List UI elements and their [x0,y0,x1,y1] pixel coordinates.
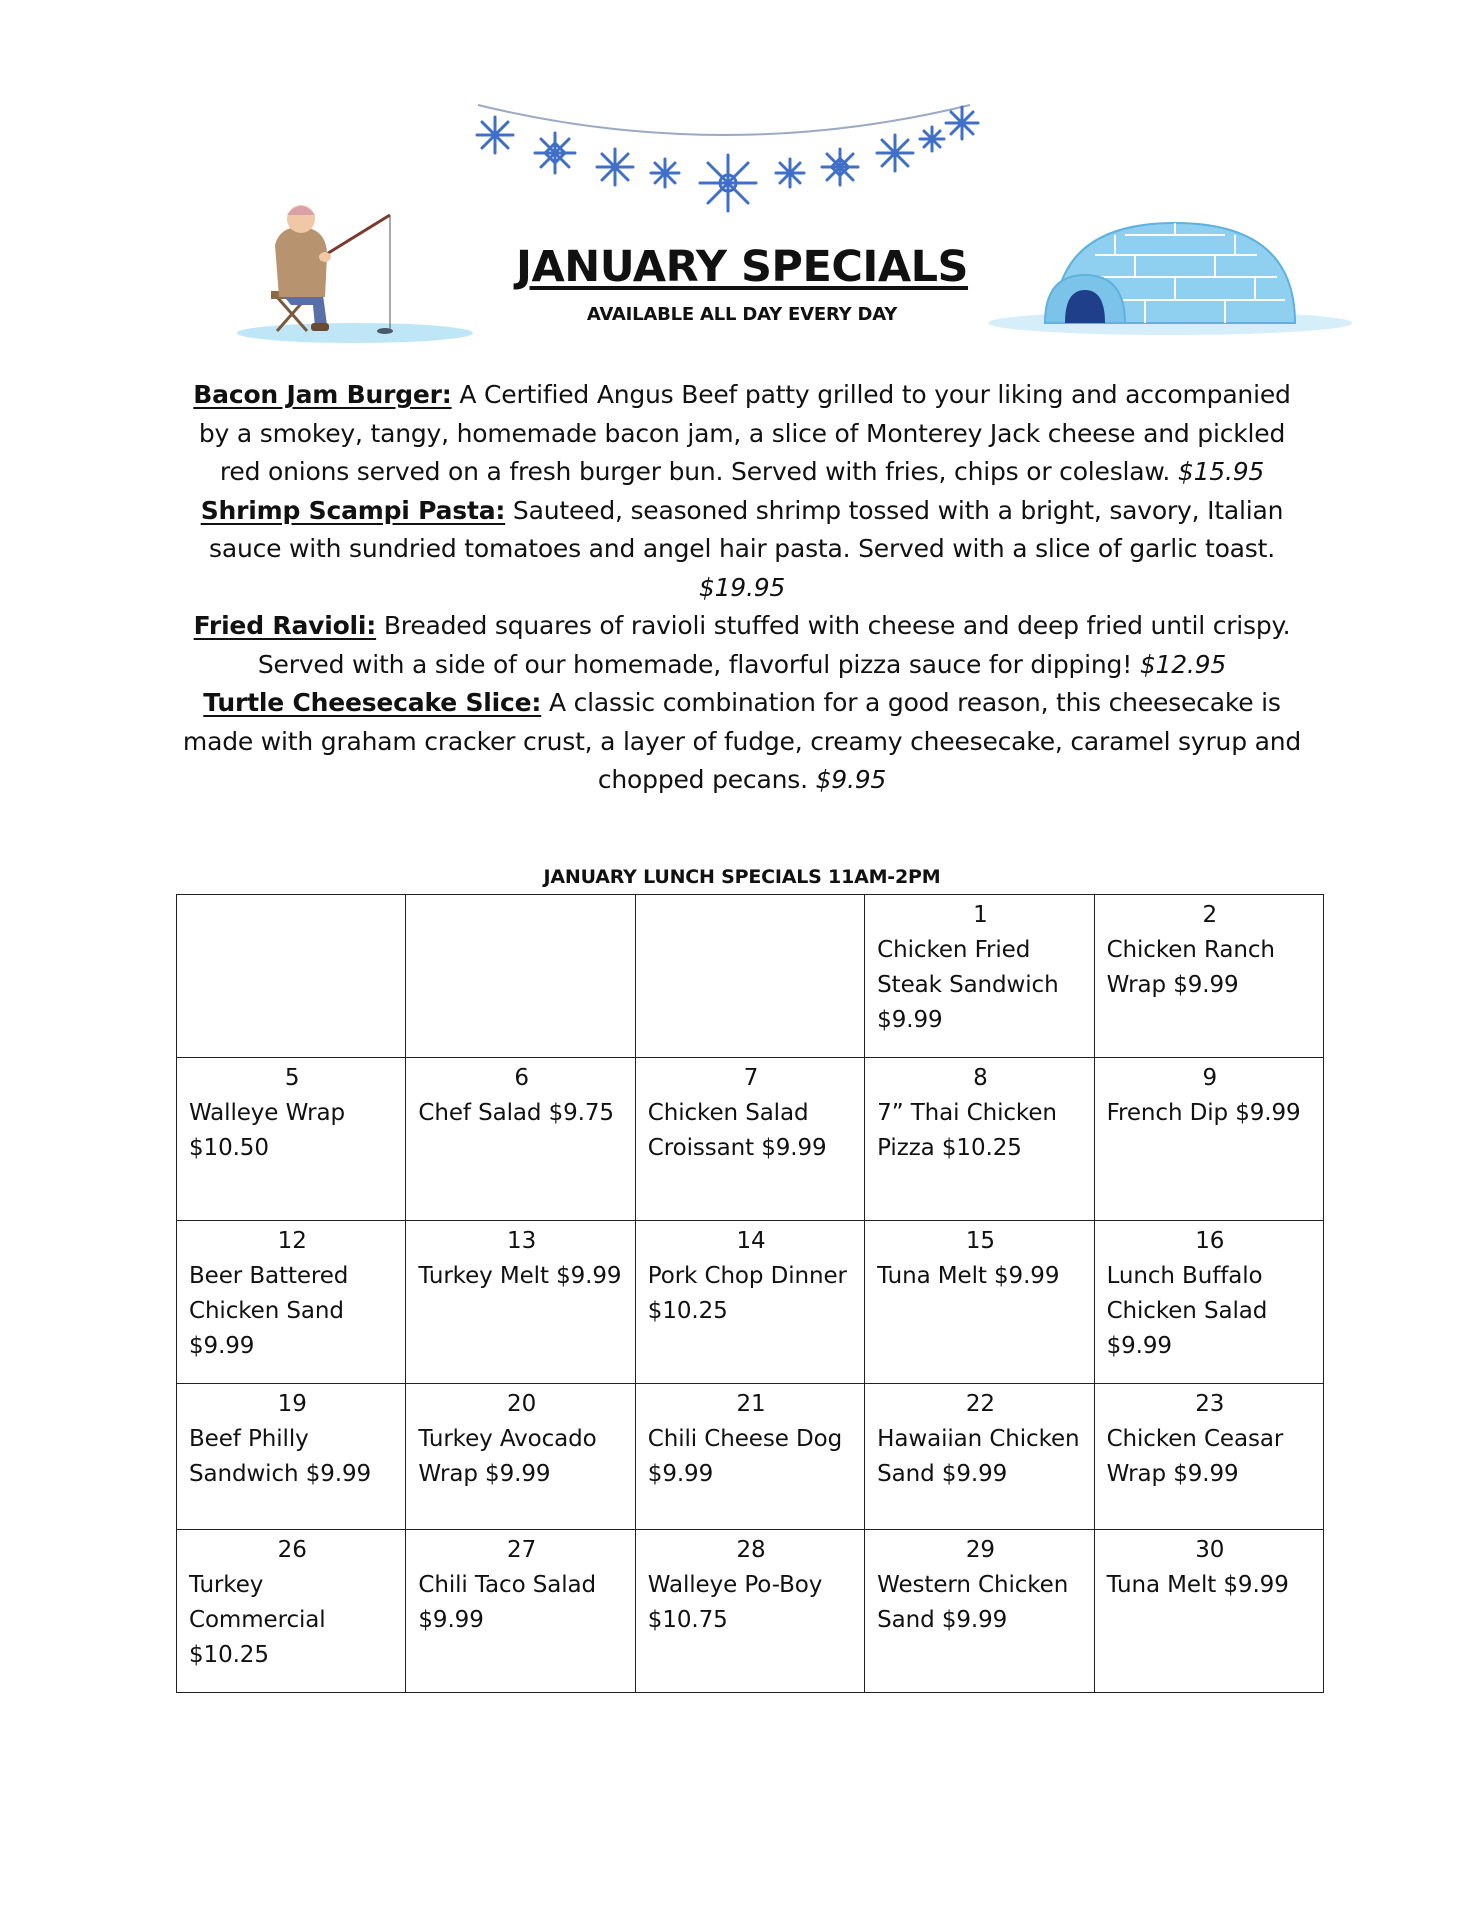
calendar-cell [865,1221,1094,1384]
snowflake-garland-icon [470,95,980,225]
special-item [175,607,1309,684]
calendar-item: Turkey Melt $9.99 [418,1263,622,1289]
calendar-item: Chicken Fried Steak Sandwich $9.99 [877,937,1059,1033]
calendar-day-number: 20 [507,1391,537,1417]
special-name: Turtle Cheesecake Slice: [203,688,542,717]
calendar-cell [635,1530,864,1693]
calendar-cell [635,1058,864,1221]
calendar-item: Beer Battered Chicken Sand $9.99 [189,1263,349,1359]
calendar-cell [406,1221,635,1384]
special-name: Bacon Jam Burger: [193,380,452,409]
calendar-item: Chef Salad $9.75 [418,1100,614,1126]
calendar-item: Hawaiian Chicken Sand $9.99 [877,1426,1080,1487]
calendar-day-number: 13 [507,1228,537,1254]
calendar-cell [177,895,406,1058]
calendar-item: Chicken Ranch Wrap $9.99 [1106,937,1275,998]
page-title: JANUARY SPECIALS [515,242,969,292]
special-price: $12.95 [1139,649,1227,679]
calendar-cell [635,1221,864,1384]
calendar-item: Chicken Ceasar Wrap $9.99 [1106,1426,1284,1487]
special-description: A Certified Angus Beef patty grilled to your liking and accompanied by a smokey, tangy, homemade bacon jam, a slice of Monterey Jack cheese and pickled red onions served on a fresh burger bun. Served with fries, chips or coleslaw. [198,380,1291,486]
calendar-week [177,1058,1324,1221]
calendar-cell [406,1384,635,1530]
calendar-day-number: 15 [965,1228,995,1254]
calendar-cell [406,1058,635,1221]
calendar-cell [635,895,864,1058]
calendar-day-number: 16 [1195,1228,1225,1254]
calendar-day-number: 22 [965,1391,995,1417]
calendar-week [177,1384,1324,1530]
special-item [175,492,1309,608]
calendar-item: Pork Chop Dinner $10.25 [647,1263,847,1324]
calendar-cell [865,1058,1094,1221]
calendar-cell [865,895,1094,1058]
calendar-cell [635,1384,864,1530]
calendar-item: Walleye Wrap $10.50 [189,1100,346,1161]
special-description: A classic combination for a good reason, this cheesecake is made with graham cracker crust, a layer of fudge, creamy cheesecake, caramel syrup and chopped pecans. [182,688,1302,794]
special-price: $9.95 [815,765,887,794]
calendar-cell [177,1221,406,1384]
calendar-item: 7” Thai Chicken Pizza $10.25 [877,1100,1057,1161]
page-subtitle: AVAILABLE ALL DAY EVERY DAY [586,304,898,325]
special-name: Fried Ravioli: [193,611,377,640]
calendar-cell [1094,1530,1323,1693]
calendar-day-number: 12 [277,1228,307,1254]
calendar-day-number: 1 [973,902,988,928]
calendar-cell [1094,1058,1323,1221]
calendar-cell [1094,895,1323,1058]
calendar-item: Turkey Avocado Wrap $9.99 [418,1426,597,1487]
calendar-cell [177,1058,406,1221]
calendar-day-number: 21 [736,1391,766,1417]
calendar-cell [1094,1384,1323,1530]
calendar-item: Lunch Buffalo Chicken Salad $9.99 [1106,1263,1268,1359]
calendar-day-number: 14 [736,1228,766,1254]
calendar-day-number: 8 [973,1065,988,1091]
calendar-cell [865,1384,1094,1530]
calendar-title: JANUARY LUNCH SPECIALS 11AM-2PM [543,866,941,888]
calendar-item: Turkey Commercial $10.25 [189,1572,326,1668]
calendar-item: Beef Philly Sandwich $9.99 [189,1426,372,1487]
calendar-day-number: 19 [277,1391,307,1417]
calendar-item: Walleye Po-Boy $10.75 [647,1572,823,1633]
special-item [175,376,1309,492]
calendar-day-number: 9 [1202,1065,1218,1091]
calendar-cell [177,1384,406,1530]
calendar-day-number: 7 [743,1065,759,1091]
calendar-week [177,1530,1324,1693]
special-description: Sauteed, seasoned shrimp tossed with a bright, savory, Italian sauce with sundried tomatoes and angel hair pasta. Served with a slice of garlic toast. [209,495,1284,563]
calendar-day-number: 27 [507,1537,537,1563]
calendar-day-number: 5 [284,1065,300,1091]
specials-list [175,376,1309,800]
special-price: $19.95 [698,572,786,602]
calendar-item: French Dip $9.99 [1106,1100,1301,1126]
special-item [175,684,1309,800]
calendar-day-number: 26 [277,1537,307,1563]
special-description: Breaded squares of ravioli stuffed with cheese and deep fried until crispy. Served with a side of our homemade, flavorful pizza sauce for dipping! [257,611,1291,679]
calendar-day-number: 29 [965,1537,995,1563]
calendar-cell [1094,1221,1323,1384]
lunch-calendar [176,894,1324,1693]
calendar-week [177,895,1324,1058]
calendar-cell [177,1530,406,1693]
calendar-item: Chili Cheese Dog $9.99 [647,1426,843,1487]
calendar-item: Chicken Salad Croissant $9.99 [647,1100,827,1161]
special-price: $15.95 [1177,457,1265,486]
calendar-cell [865,1530,1094,1693]
calendar-cell [406,895,635,1058]
calendar-day-number: 30 [1195,1537,1225,1563]
calendar-item: Tuna Melt $9.99 [1106,1572,1289,1598]
calendar-item: Western Chicken Sand $9.99 [877,1572,1069,1633]
calendar-item: Chili Taco Salad $9.99 [418,1572,597,1633]
calendar-day-number: 6 [514,1065,529,1091]
calendar-cell [406,1530,635,1693]
special-name: Shrimp Scampi Pasta: [200,495,506,525]
calendar-day-number: 2 [1202,902,1218,928]
calendar-day-number: 28 [736,1537,766,1563]
calendar-item: Tuna Melt $9.99 [877,1263,1060,1289]
calendar-week [177,1221,1324,1384]
calendar-day-number: 23 [1195,1391,1225,1417]
